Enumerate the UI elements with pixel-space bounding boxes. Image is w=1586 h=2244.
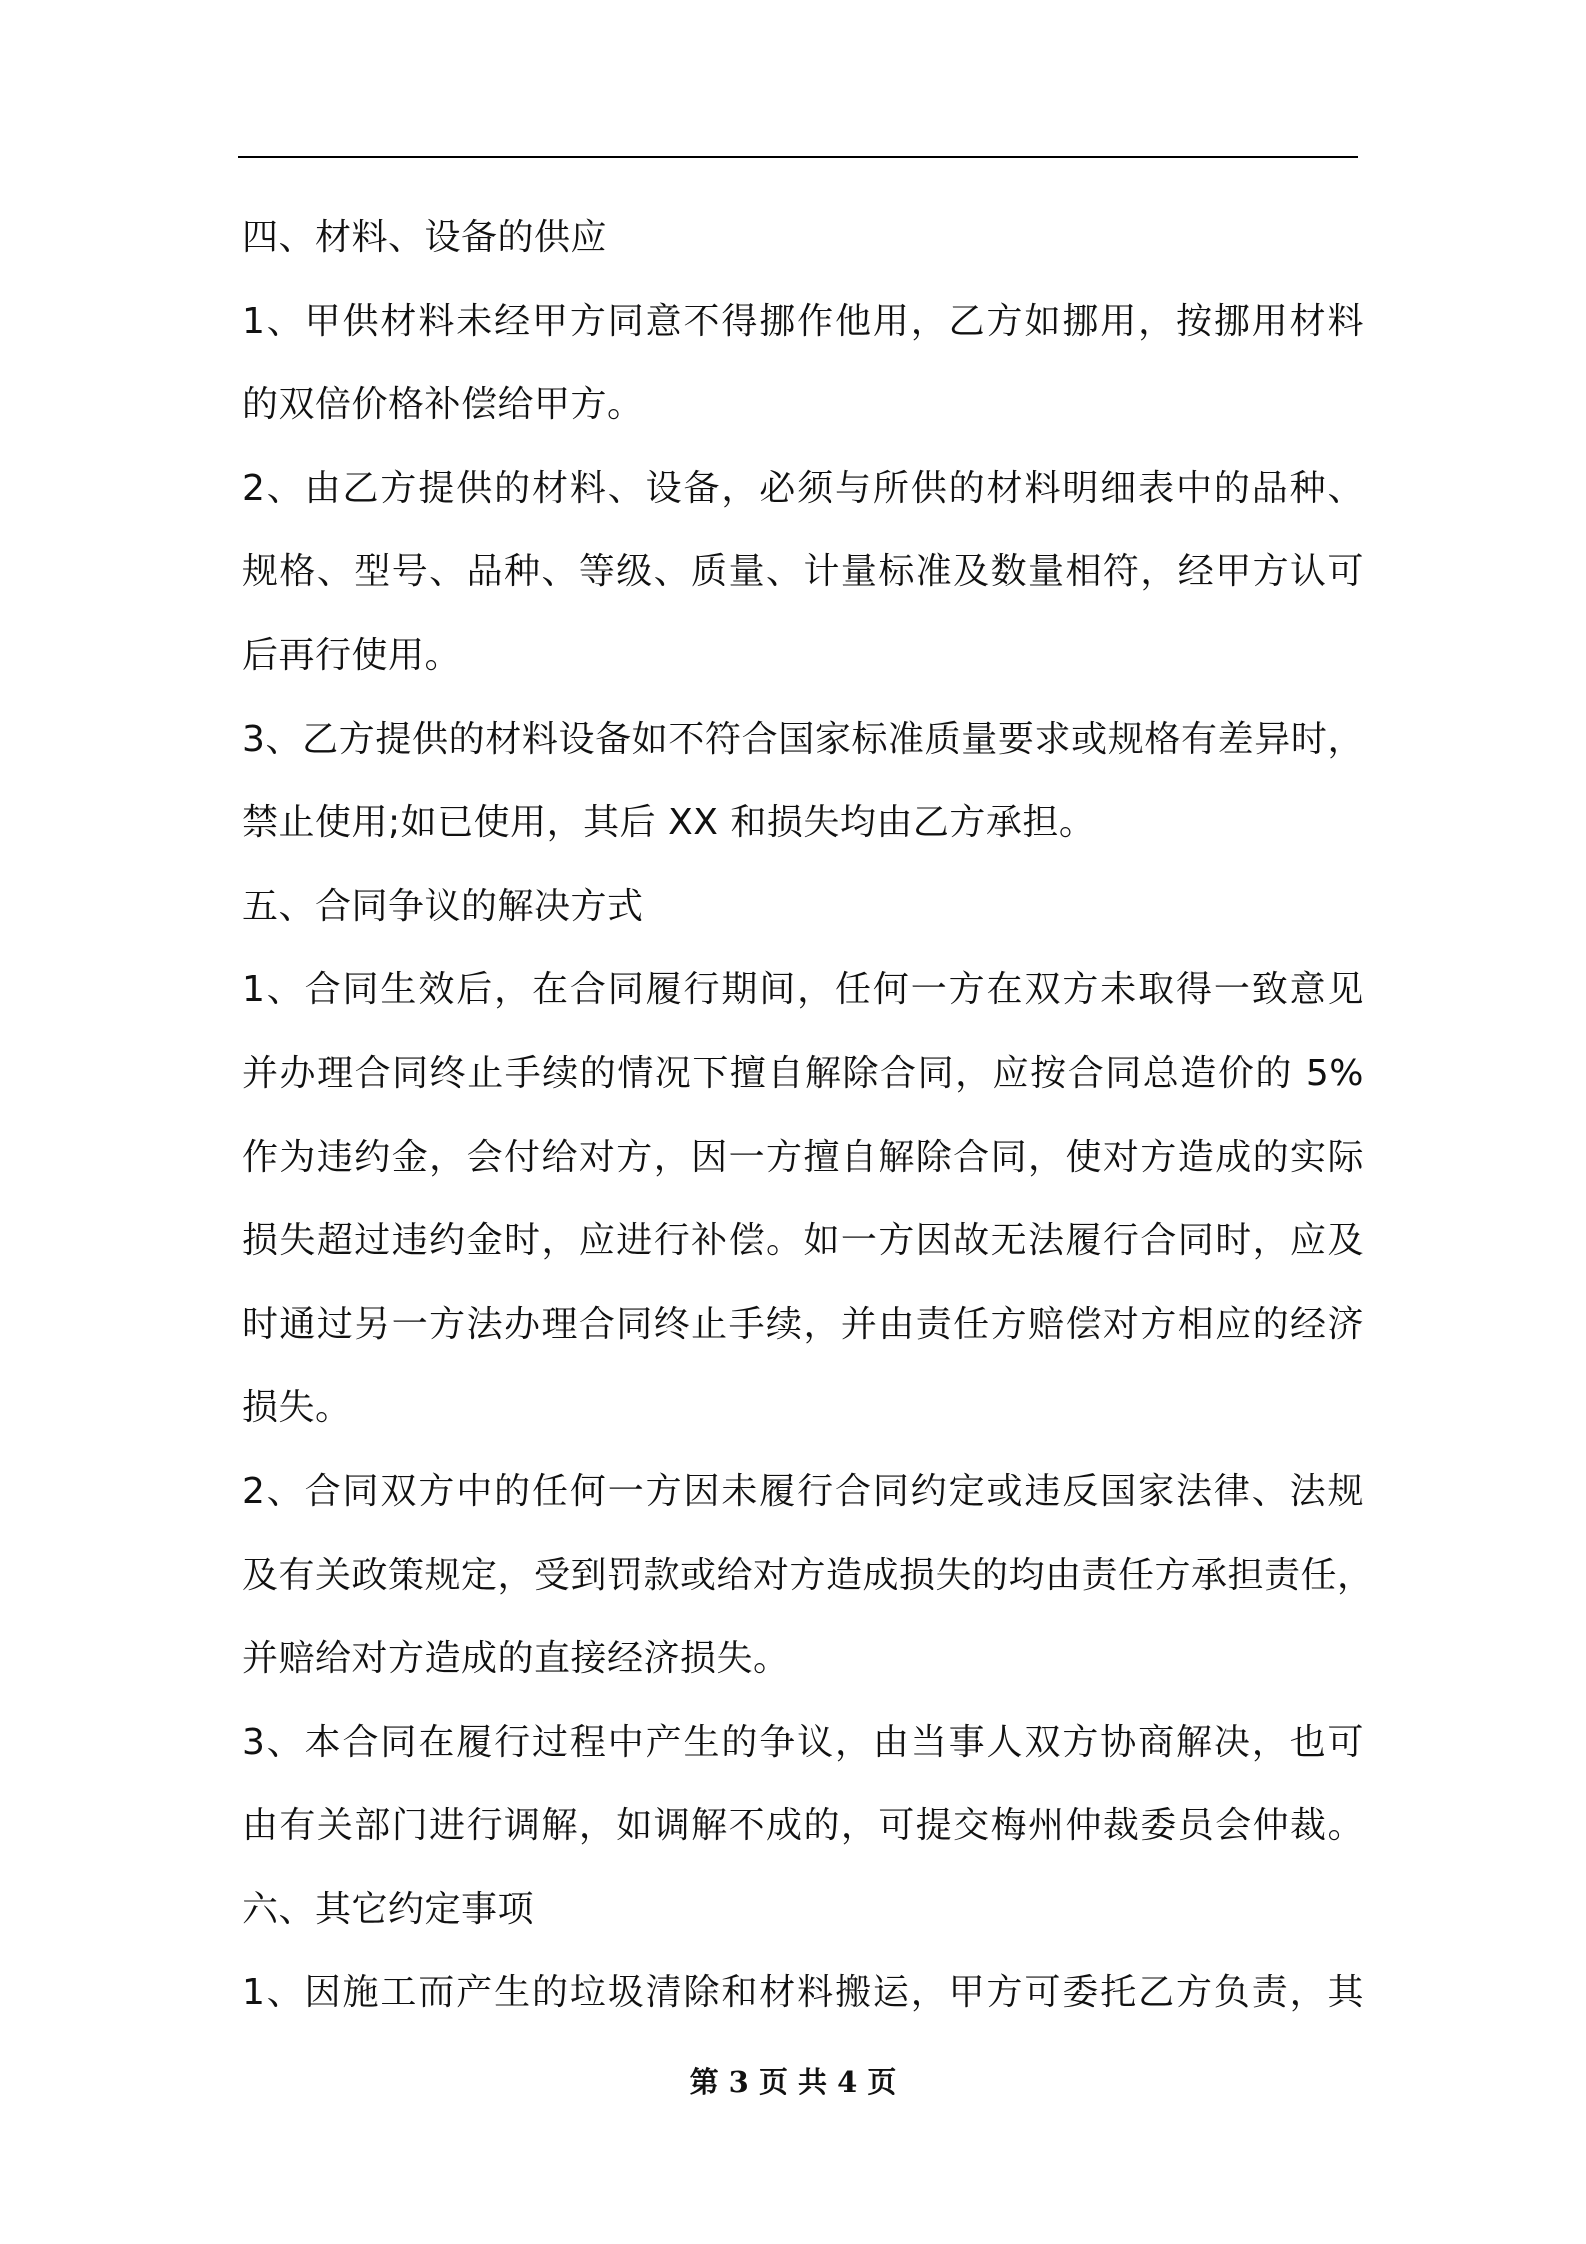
page-number: 第 3 页 共 4 页	[689, 2065, 897, 2099]
paragraph-line: 时通过另一方法办理合同终止手续，并由责任方赔偿对方相应的经济	[242, 1303, 1364, 1345]
paragraph-line: 作为违约金，会付给对方，因一方擅自解除合同，使对方造成的实际	[242, 1136, 1364, 1178]
paragraph-line: 由有关部门进行调解，如调解不成的，可提交梅州仲裁委员会仲裁。	[242, 1805, 1364, 1847]
section-heading-materials: 四、材料、设备的供应	[242, 217, 608, 258]
paragraph-line: 禁止使用;如已使用，其后 XX 和损失均由乙方承担。	[242, 802, 1096, 844]
document-body	[242, 196, 1374, 2035]
paragraph-line: 并赔给对方造成的直接经济损失。	[242, 1638, 790, 1680]
paragraph-line: 1、甲供材料未经甲方同意不得挪作他用，乙方如挪用，按挪用材料	[242, 300, 1364, 342]
header-rule	[238, 156, 1358, 158]
paragraph-line: 3、乙方提供的材料设备如不符合国家标准质量要求或规格有差异时，	[242, 718, 1364, 760]
paragraph-line: 的双倍价格补偿给甲方。	[242, 384, 644, 426]
paragraph-line: 3、本合同在履行过程中产生的争议，由当事人双方协商解决，也可	[242, 1721, 1364, 1763]
paragraph-line: 损失超过违约金时，应进行补偿。如一方因故无法履行合同时，应及	[242, 1220, 1364, 1262]
paragraph-line: 及有关政策规定，受到罚款或给对方造成损失的均由责任方承担责任，	[242, 1554, 1374, 1596]
paragraph-line: 后再行使用。	[242, 634, 462, 676]
paragraph-line: 并办理合同终止手续的情况下擅自解除合同，应按合同总造价的 5%	[242, 1052, 1364, 1094]
section-heading-disputes: 五、合同争议的解决方式	[242, 885, 644, 927]
paragraph-line: 2、由乙方提供的材料、设备，必须与所供的材料明细表中的品种、	[242, 467, 1364, 509]
paragraph-line: 1、合同生效后，在合同履行期间，任何一方在双方未取得一致意见	[242, 969, 1364, 1011]
section-heading-other: 六、其它约定事项	[242, 1888, 535, 1930]
paragraph-line: 1、因施工而产生的垃圾清除和材料搬运，甲方可委托乙方负责，其	[242, 1972, 1364, 2014]
paragraph-line: 规格、型号、品种、等级、质量、计量标准及数量相符，经甲方认可	[242, 551, 1364, 593]
paragraph-line: 2、合同双方中的任何一方因未履行合同约定或违反国家法律、法规	[242, 1470, 1364, 1512]
paragraph-line: 损失。	[242, 1387, 352, 1429]
